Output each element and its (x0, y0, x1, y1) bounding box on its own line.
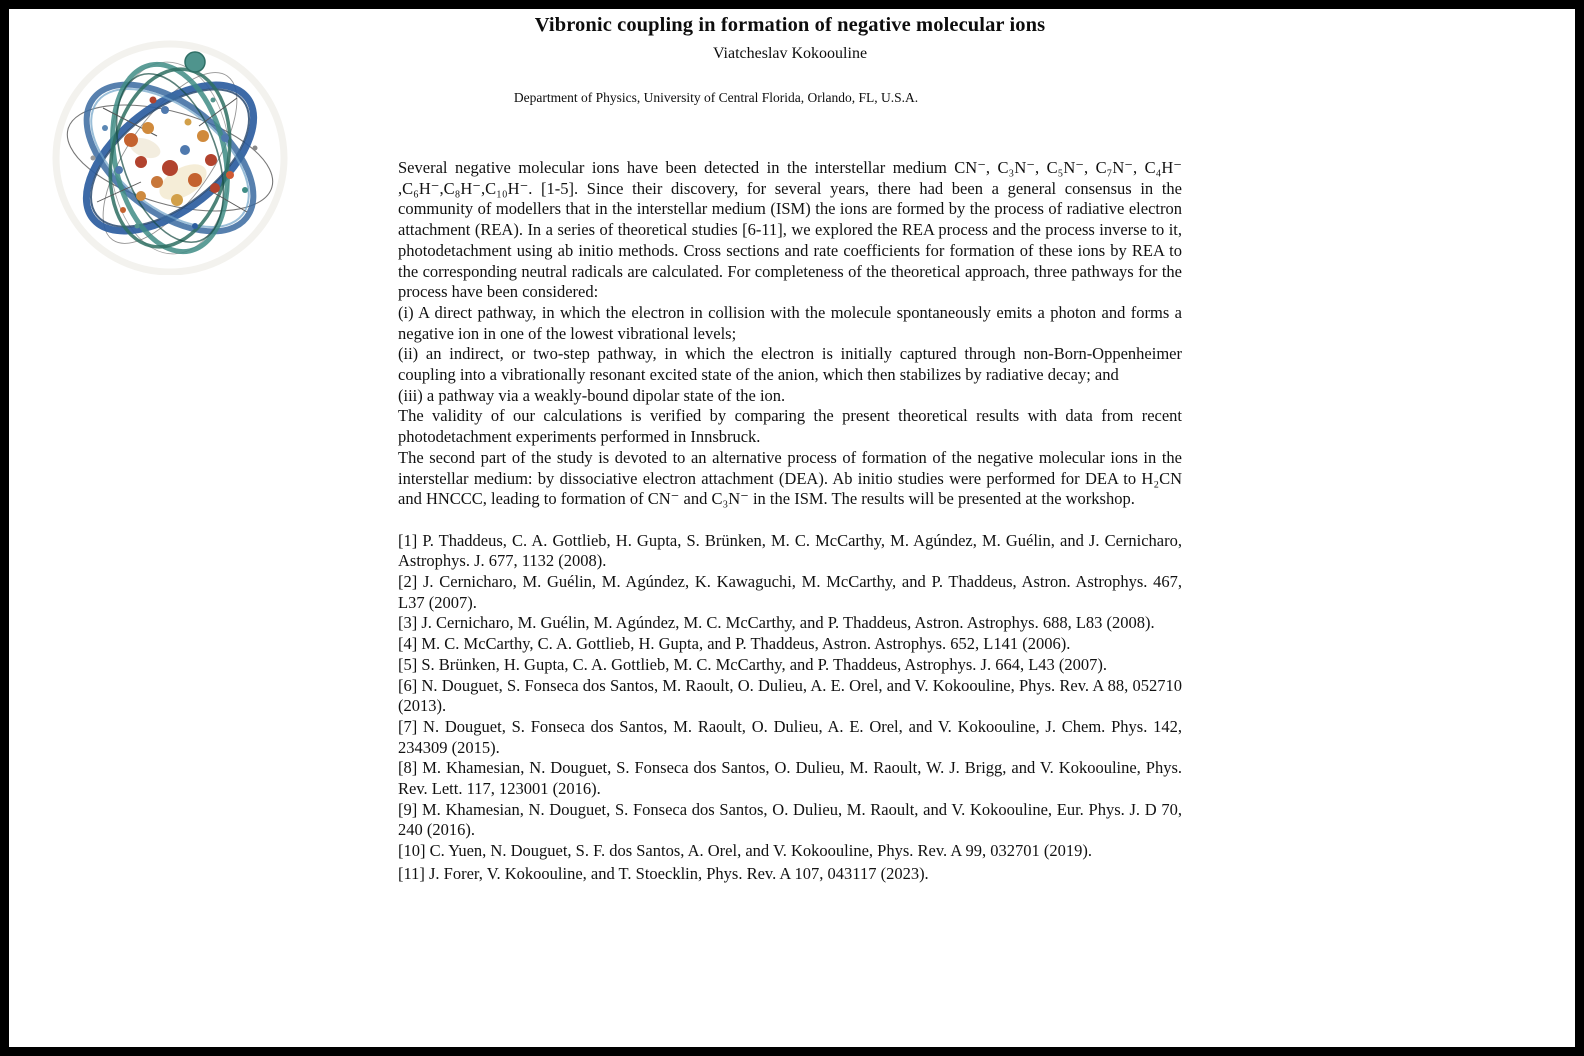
abstract-paragraph: The validity of our calculations is verified by comparing the present theoretical results with data from recent photodetachment experiments performed in Innsbruck. (398, 406, 1182, 447)
affiliation: Department of Physics, University of Central Florida, Orlando, FL, U.S.A. (513, 90, 919, 105)
reference-item: [4] M. C. McCarthy, C. A. Gottlieb, H. Gupta, and P. Thaddeus, Astron. Astrophys. 652, L141 (2006). (398, 634, 1071, 654)
abstract-paragraph: Several negative molecular ions have been detected in the interstellar medium CN⁻, C₃N⁻, C₅N⁻, C₇N⁻, C₄H⁻ ,C₆H⁻,C₈H⁻,C₁₀H⁻. [1-5]. Since their discovery, for several years, there had been a general consensus in the community of modellers that in the interstellar medium (ISM) the ions are formed by the process of radiative electron attachment (REA). In a series of theoretical studies [6-11], we explored the REA process and the process inverse to it, photodetachment using ab initio methods. Cross sections and rate coefficients for formation of these ions by REA to the corresponding neutral radicals are calculated. For completeness of the theoretical approach, three pathways for the process have been considered: (398, 158, 1182, 302)
header (398, 11, 1182, 107)
reference-item: [3] J. Cernicharo, M. Guélin, M. Agúndez, M. C. McCarthy, and P. Thaddeus, Astron. Astrophys. 688, L83 (2008). (398, 613, 1155, 633)
reference-item: [5] S. Brünken, H. Gupta, C. A. Gottlieb, M. C. McCarthy, and P. Thaddeus, Astrophys. J. 664, L43 (2007). (398, 654, 1108, 674)
reference-item: [9] M. Khamesian, N. Douguet, S. Fonseca dos Santos, O. Dulieu, M. Raoult, and V. Kokoouline, Eur. Phys. J. D 70, 240 (2016). (398, 799, 1182, 840)
reference-item: [10] C. Yuen, N. Douguet, S. F. dos Santos, A. Orel, and V. Kokoouline, Phys. Rev. A 99, 032701 (2019). (398, 841, 1092, 861)
reference-item: [8] M. Khamesian, N. Douguet, S. Fonseca dos Santos, O. Dulieu, M. Raoult, W. J. Brigg, and V. Kokoouline, Phys. Rev. Lett. 117, 123001 (2016). (398, 758, 1182, 799)
atom-illustration (45, 40, 295, 275)
reference-item: [6] N. Douguet, S. Fonseca dos Santos, M. Raoult, O. Dulieu, A. E. Orel, and V. Kokoouline, Phys. Rev. A 88, 052710 (2013). (398, 675, 1182, 716)
abstract (398, 158, 1182, 885)
references (398, 531, 1182, 885)
abstract-paragraph: (iii) a pathway via a weakly-bound dipolar state of the ion. (398, 385, 786, 405)
reference-item: [11] J. Forer, V. Kokoouline, and T. Stoecklin, Phys. Rev. A 107, 043117 (2023). (398, 863, 929, 883)
reference-item: [1] P. Thaddeus, C. A. Gottlieb, H. Gupta, S. Brünken, M. C. McCarthy, M. Agúndez, M. Guélin, and J. Cernicharo, Astrophys. J. 677, 1132 (2008). (398, 530, 1182, 571)
reference-item: [7] N. Douguet, S. Fonseca dos Santos, M. Raoult, O. Dulieu, A. E. Orel, and V. Kokoouline, J. Chem. Phys. 142, 234309 (2015). (398, 716, 1182, 757)
page-title: Vibronic coupling in formation of negative molecular ions (534, 14, 1046, 36)
author-name: Viatcheslav Kokoouline (712, 45, 868, 62)
document-page (9, 9, 1575, 1047)
abstract-paragraph: (ii) an indirect, or two-step pathway, in which the electron is initially captured through non-Born-Oppenheimer coupling into a vibrationally resonant excited state of the anion, which then stabilizes by radiative decay; and (398, 344, 1182, 385)
abstract-paragraph: (i) A direct pathway, in which the electron in collision with the molecule spontaneously emits a photon and forms a negative ion in one of the lowest vibrational levels; (398, 302, 1182, 343)
reference-item: [2] J. Cernicharo, M. Guélin, M. Agúndez, K. Kawaguchi, M. McCarthy, and P. Thaddeus, Astron. Astrophys. 467, L37 (2007). (398, 572, 1182, 612)
abstract-paragraph: The second part of the study is devoted to an alternative process of formation of the negative molecular ions in the interstellar medium: by dissociative electron attachment (DEA). Ab initio studies were performed for DEA to H₂CN and HNCCC, leading to formation of CN⁻ and C₃N⁻ in the ISM. The results will be presented at the workshop. (398, 447, 1182, 509)
